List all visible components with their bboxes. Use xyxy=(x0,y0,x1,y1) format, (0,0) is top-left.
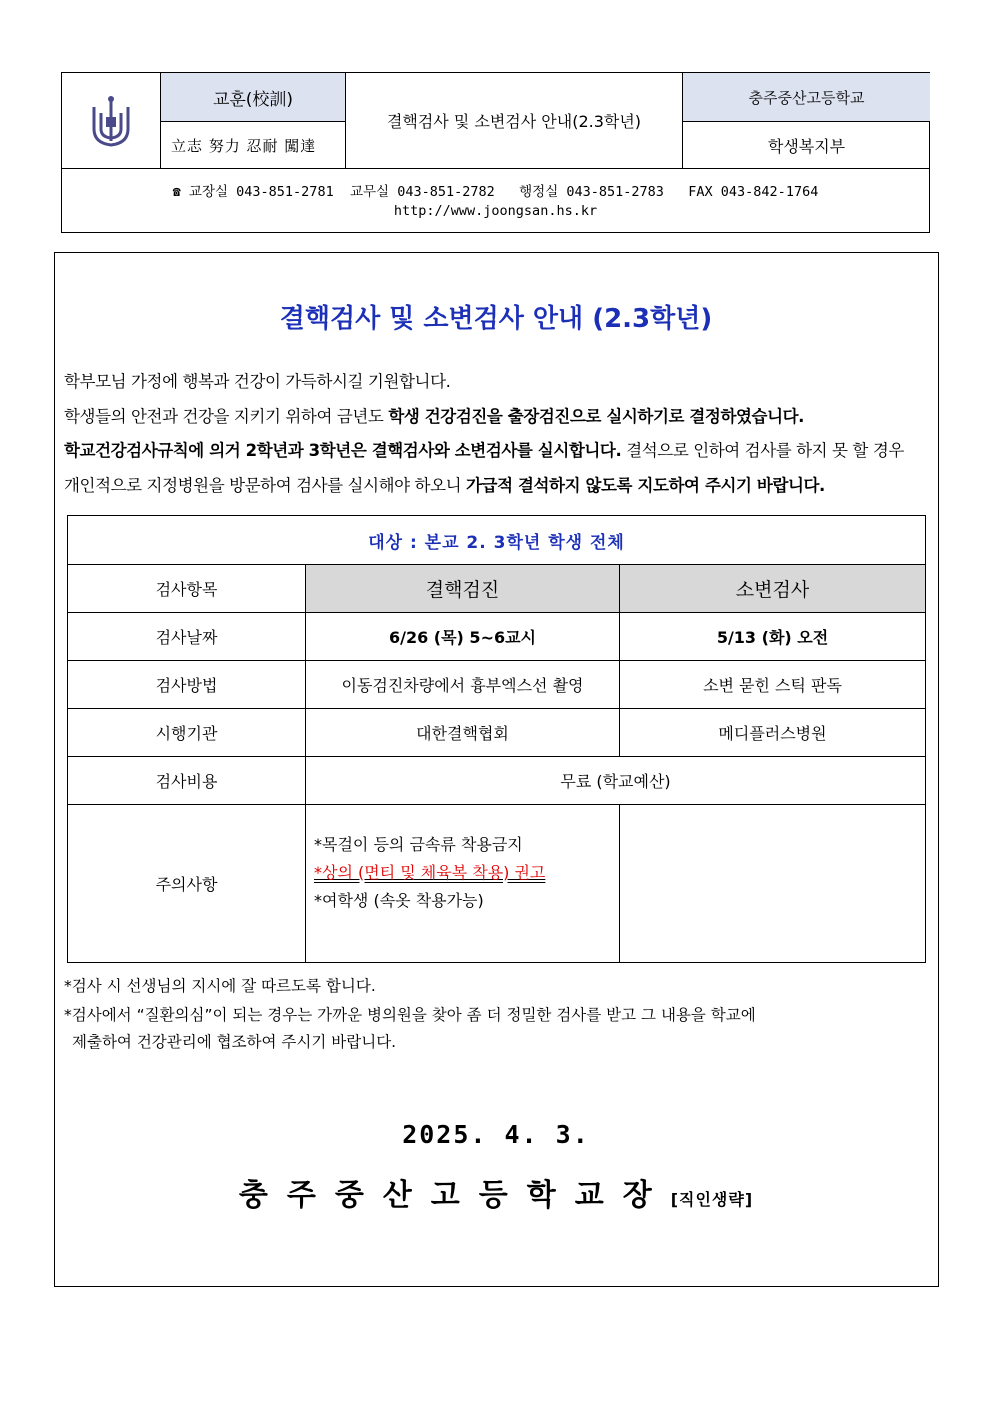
signature-line xyxy=(0,1170,992,1214)
contact-phones: ☎ 교장실 043-851-2781 교무실 043-851-2782 행정실 043-851-2783 FAX 043-842-1764 xyxy=(172,184,819,200)
school-website: http://www.joongsan.hs.kr xyxy=(393,203,598,219)
tb-agency: 대한결핵협회 xyxy=(306,709,620,757)
department-name: 학생복지부 xyxy=(683,122,930,169)
intro-line-2-bold: 학생 건강검진을 출장검진으로 실시하기로 결정하였습니다. xyxy=(388,407,805,426)
table-row xyxy=(68,757,926,805)
school-logo xyxy=(62,73,161,169)
note-item-2: *상의 (면티 및 체육복 착용) 권고 xyxy=(314,863,546,882)
col-header-urine: 소변검사 xyxy=(620,565,926,613)
contact-info xyxy=(62,169,929,232)
intro-line-3-bold: 학교건강검사규칙에 의거 2학년과 3학년은 결핵검사와 소변검사를 실시합니다. xyxy=(64,441,622,460)
principal-name: 충주중산고등학교장 xyxy=(238,1178,671,1213)
target-row: 대상 : 본교 2. 3학년 학생 전체 xyxy=(68,516,926,565)
col-header-tb: 결핵검진 xyxy=(306,565,620,613)
row-label-date: 검사날짜 xyxy=(68,613,306,661)
table-row xyxy=(68,613,926,661)
intro-line-4-bold: 가급적 결석하지 않도록 지도하여 주시기 바랍니다. xyxy=(466,476,825,495)
table-row xyxy=(68,805,926,963)
tb-date: 6/26 (목) 5~6교시 xyxy=(306,613,620,661)
motto-text: 立志 努力 忍耐 闖達 xyxy=(161,122,346,169)
notes-empty-cell xyxy=(620,805,926,963)
school-emblem-icon xyxy=(88,93,134,149)
motto-label: 교훈(校訓) xyxy=(161,73,346,122)
urine-method: 소변 묻힌 스틱 판독 xyxy=(620,661,926,709)
notes-list xyxy=(306,805,620,963)
row-label-cost: 검사비용 xyxy=(68,757,306,805)
exam-table xyxy=(67,515,925,963)
intro-line-3-normal: 결석으로 인하여 검사를 하지 못 할 경우 xyxy=(621,441,904,460)
row-label-item: 검사항목 xyxy=(68,565,306,613)
intro-line-2 xyxy=(64,403,934,427)
table-row xyxy=(68,661,926,709)
footnote-2b: 제출하여 건강관리에 협조하여 주시기 바랍니다. xyxy=(72,1033,397,1051)
header-box xyxy=(61,72,930,233)
notice-title: 결핵검사 및 소변검사 안내 (2.3학년) xyxy=(279,304,713,334)
intro-line-2-normal: 학생들의 안전과 건강을 지키기 위하여 금년도 xyxy=(64,407,389,426)
seal-omitted: [직인생략] xyxy=(670,1190,754,1209)
note-item-3: *여학생 (속옷 착용가능) xyxy=(314,891,484,910)
intro-line-3 xyxy=(64,437,934,461)
footnote-2a: *검사에서 “질환의심”이 되는 경우는 가까운 병의원을 찾아 좀 더 정밀한 검사를 받고 그 내용을 학교에 xyxy=(64,1006,756,1024)
tb-method: 이동검진차량에서 흉부엑스선 촬영 xyxy=(306,661,620,709)
intro-line-1: 학부모님 가정에 행복과 건강이 가득하시길 기원합니다. xyxy=(64,372,451,391)
intro-line-4 xyxy=(64,472,934,496)
table-row xyxy=(68,709,926,757)
urine-agency: 메디플러스병원 xyxy=(620,709,926,757)
note-item-1: *목걸이 등의 금속류 착용금지 xyxy=(314,835,523,854)
table-row xyxy=(68,565,926,613)
row-label-notes: 주의사항 xyxy=(68,805,306,963)
row-label-method: 검사방법 xyxy=(68,661,306,709)
school-name: 충주중산고등학교 xyxy=(683,73,930,122)
footnote-1: *검사 시 선생님의 지시에 잘 따르도록 합니다. xyxy=(64,977,376,995)
document-title: 결핵검사 및 소변검사 안내(2.3학년) xyxy=(346,73,683,169)
urine-date: 5/13 (화) 오전 xyxy=(620,613,926,661)
cost-value: 무료 (학교예산) xyxy=(306,757,926,805)
row-label-agency: 시행기관 xyxy=(68,709,306,757)
issue-date: 2025. 4. 3. xyxy=(402,1120,590,1149)
intro-line-4-normal: 개인적으로 지정병원을 방문하여 검사를 실시해야 하오니 xyxy=(64,476,467,495)
